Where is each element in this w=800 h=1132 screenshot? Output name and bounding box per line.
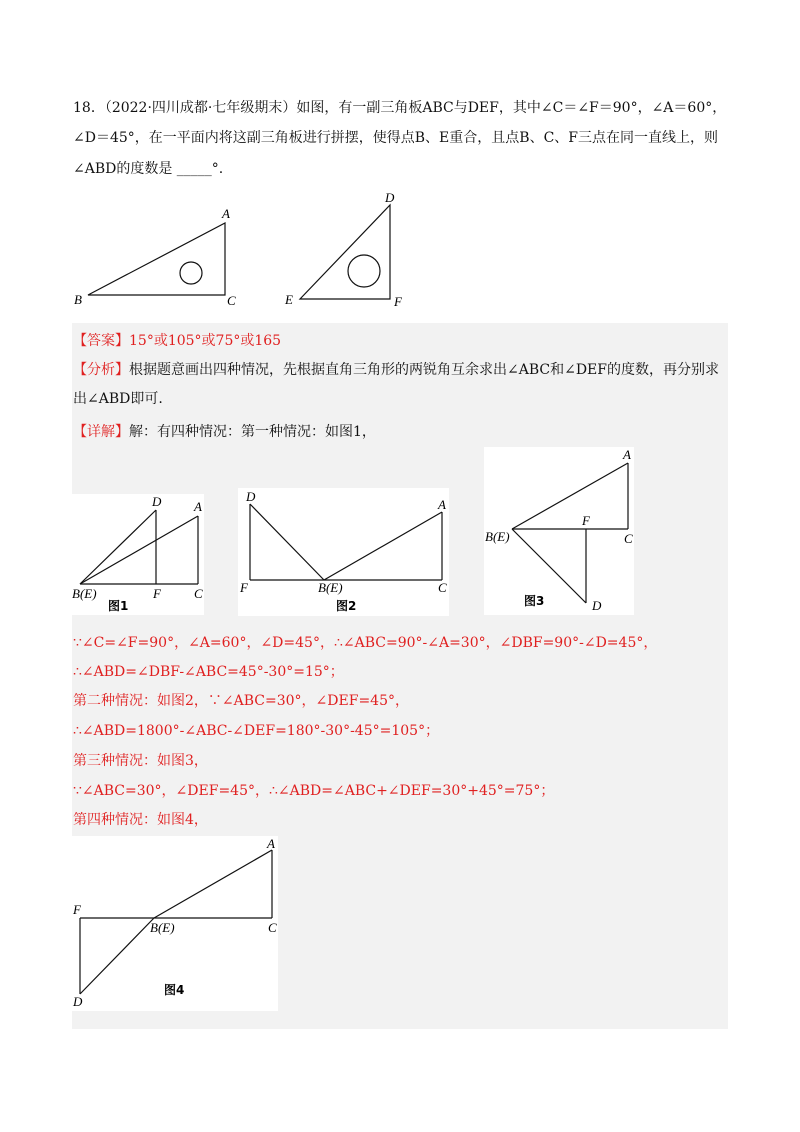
detail-text: 解：有四种情况：第一种情况：如图1，: [129, 424, 376, 440]
fig2-label-d: D: [246, 489, 256, 504]
fig3-caption: 图3: [524, 594, 545, 608]
fig1-label-d: D: [152, 494, 162, 509]
fig4-label-c: C: [268, 920, 277, 935]
analysis-line-1: [73, 359, 719, 379]
fig2-caption: 图2: [336, 599, 357, 613]
solution-line-4: ∴∠ABD=1800°-∠ABC-∠DEF=180°-30°-45°=105°；: [73, 723, 440, 739]
triangle-def: [300, 205, 390, 299]
fig1-label-a: A: [194, 499, 202, 514]
label-e: E: [285, 292, 293, 307]
label-a: A: [222, 206, 230, 221]
fig3-label-a: A: [623, 447, 631, 462]
triangle-def-hole: [348, 255, 380, 287]
solution-line-7: 第四种情况：如图4，: [73, 812, 208, 828]
fig3-label-be: B(E): [485, 529, 510, 544]
analysis-line-2: 出∠ABD即可.: [73, 391, 163, 407]
fig3-label-d: D: [592, 598, 602, 613]
question-line-2: ∠D＝45°，在一平面内将这副三角板进行拼摆，使得点B、E重合，且点B、C、F三点在同一直线上，则: [73, 130, 718, 146]
question-line-3: ∠ABD的度数是 _____°.: [73, 161, 224, 177]
analysis-text-1: 根据题意画出四种情况，先根据直角三角形的两锐角互余求出∠ABC和∠DEF的度数，再分别求: [129, 362, 719, 378]
answer-label: 【答案】: [73, 333, 129, 349]
solution-line-3: 第二种情况：如图2，∵∠ABC=30°，∠DEF=45°，: [73, 693, 409, 709]
fig3-label-f: F: [582, 513, 590, 528]
fig4-label-f: F: [73, 902, 81, 917]
answer-line: [73, 330, 281, 350]
triangle-abc-figure: [70, 200, 250, 310]
fig2-label-c: C: [438, 580, 447, 595]
fig4-label-a: A: [267, 836, 275, 851]
question-line-1: 18．（2022·四川成都·七年级期末）如图，有一副三角板ABC与DEF，其中∠C＝∠F＝90°，∠A＝60°，: [73, 100, 727, 116]
figure-4: [72, 836, 278, 1011]
fig2-label-f: F: [240, 580, 248, 595]
answer-text: 15°或105°或75°或165: [129, 333, 282, 349]
label-f: F: [394, 294, 402, 309]
triangle-abc: [88, 223, 225, 295]
fig3-label-c: C: [624, 531, 633, 546]
detail-line: [73, 421, 376, 441]
analysis-label: 【分析】: [73, 362, 129, 378]
fig2-label-a: A: [438, 497, 446, 512]
figure-3: [484, 447, 634, 615]
triangle-def-figure: [280, 188, 420, 310]
figure-2: [238, 488, 449, 616]
figure-1: [72, 494, 204, 615]
fig1-label-c: C: [194, 586, 203, 601]
triangle-abc-hole: [180, 262, 202, 284]
label-c: C: [227, 293, 236, 308]
fig1-label-f: F: [153, 586, 161, 601]
solution-line-1: ∵∠C=∠F=90°，∠A=60°，∠D=45°，∴∠ABC=90°-∠A=30°，∠DBF=90°-∠D=45°，: [73, 635, 658, 651]
solution-line-2: ∴∠ABD=∠DBF-∠ABC=45°-30°=15°；: [73, 664, 344, 680]
fig1-label-be: B(E): [72, 586, 97, 601]
fig4-label-be: B(E): [150, 920, 175, 935]
solution-line-5: 第三种情况：如图3，: [73, 753, 208, 769]
fig2-label-be: B(E): [318, 580, 343, 595]
label-d: D: [385, 190, 395, 205]
label-b: B: [74, 292, 82, 307]
solution-line-6: ∵∠ABC=30°，∠DEF=45°，∴∠ABD=∠ABC+∠DEF=30°+45°=75°；: [73, 783, 555, 799]
detail-label: 【详解】: [73, 424, 129, 440]
fig4-caption: 图4: [164, 983, 185, 997]
fig4-label-d: D: [73, 994, 83, 1009]
fig1-caption: 图1: [108, 599, 129, 613]
